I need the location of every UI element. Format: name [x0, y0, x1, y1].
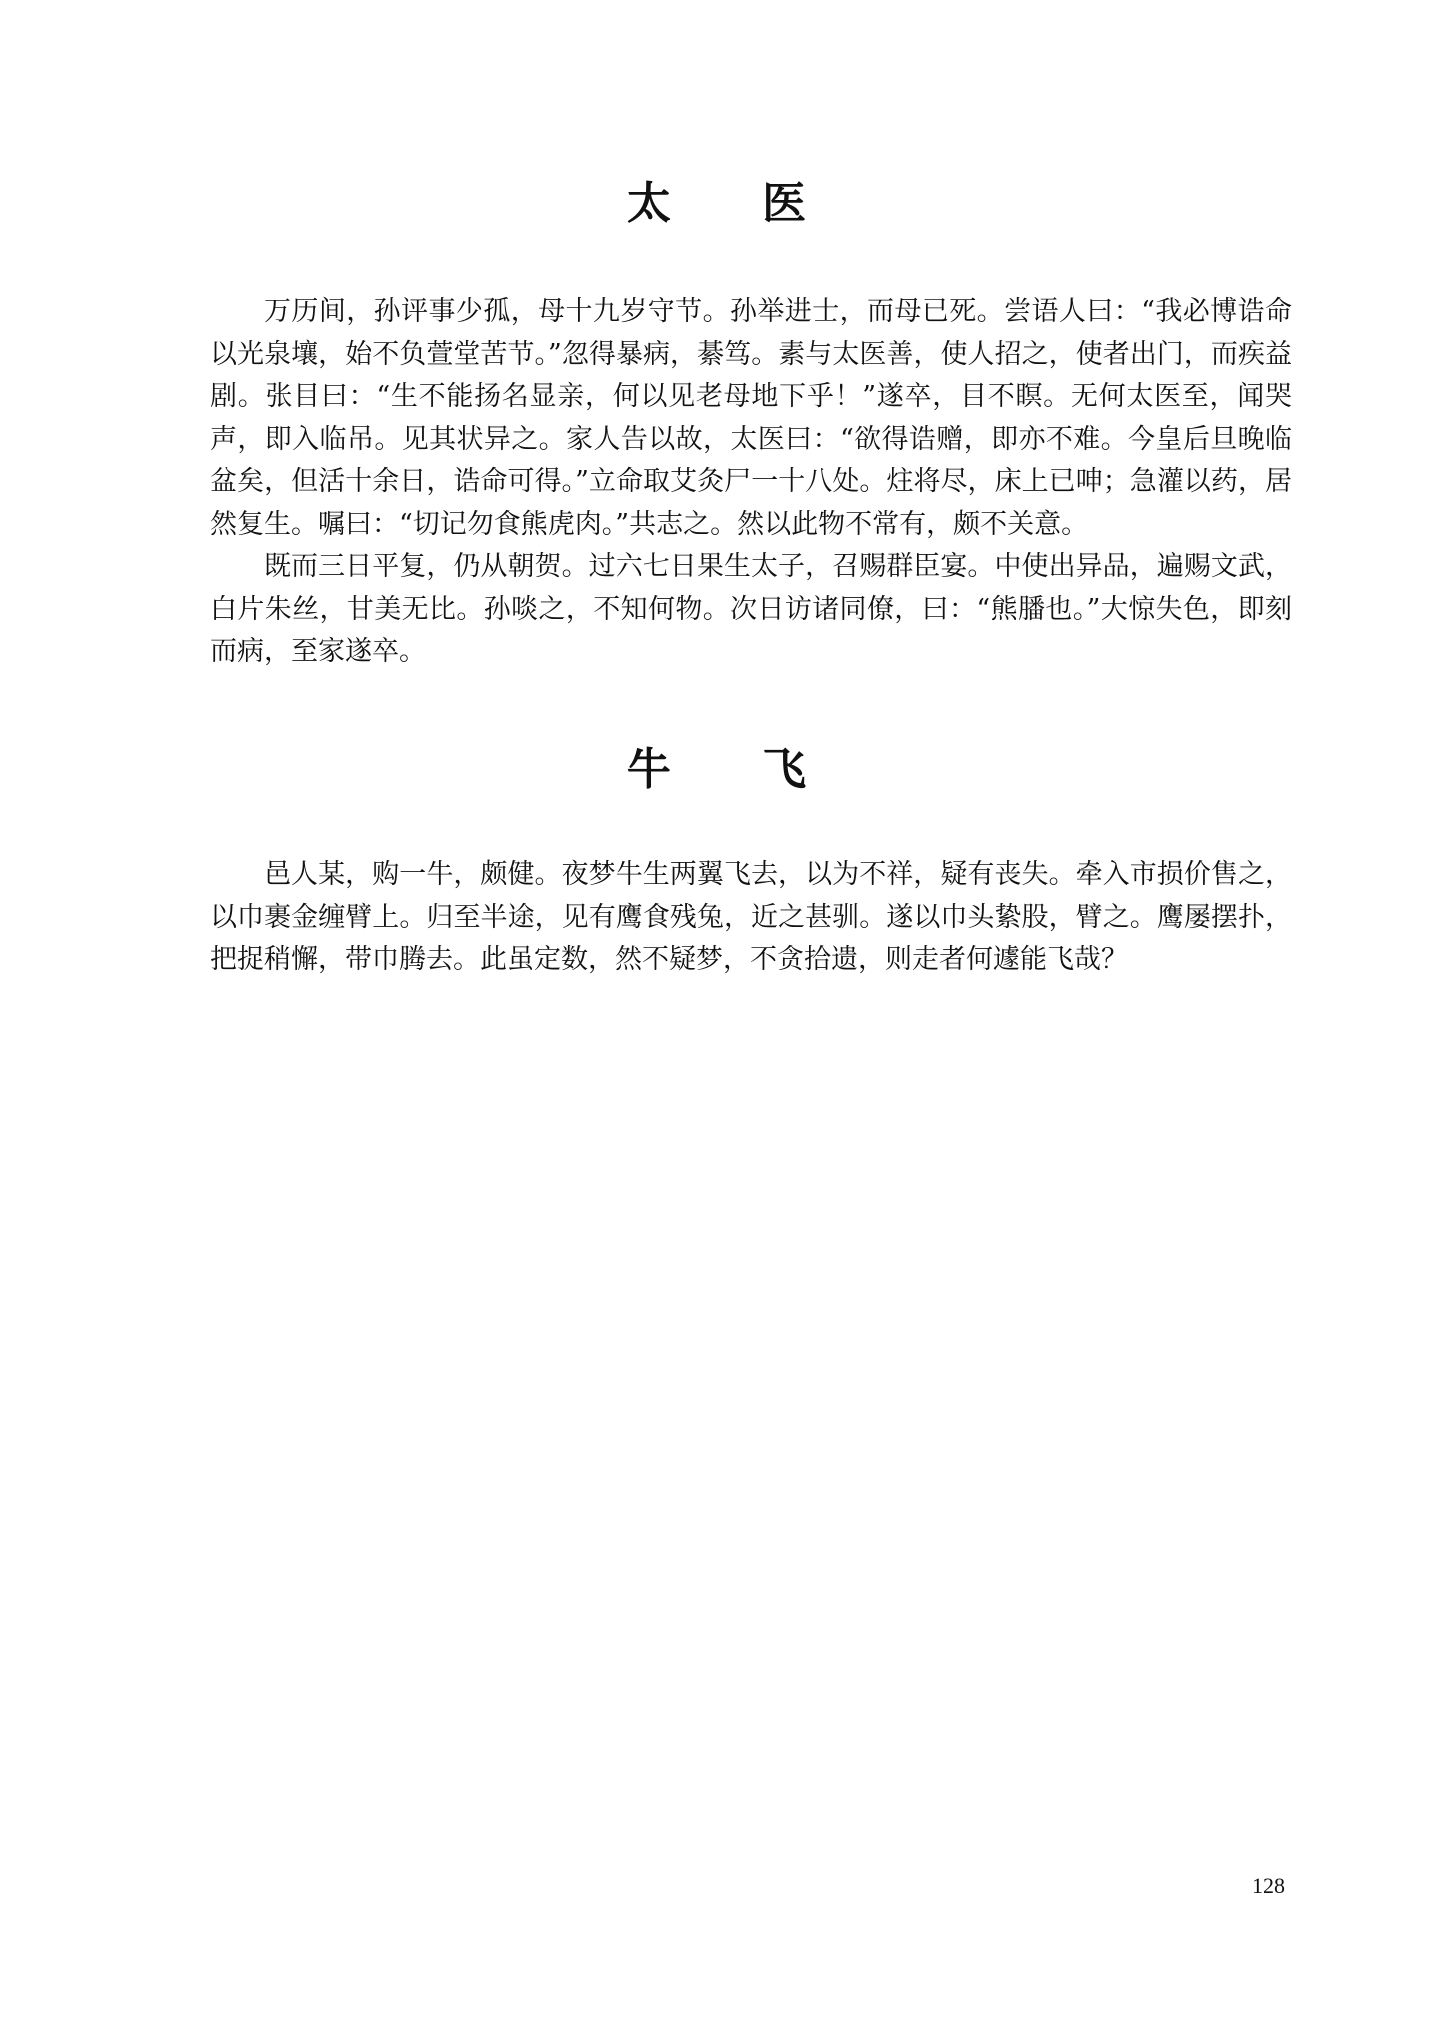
page-number: 128	[1252, 1873, 1285, 1898]
section-title-taiyi: 太 医	[626, 178, 845, 229]
section-body-taiyi	[210, 291, 1292, 674]
paragraph: 万历间，孙评事少孤，母十九岁守节。孙举进士，而母已死。尝语人曰：“我必博诰命以光泉壤，始不负萱堂苦节。”忽得暴病，綦笃。素与太医善，使人招之，使者出门，而疾益剧。张目曰：“生不能扬名显亲，何以见老母地下乎！”遂卒，目不瞑。无何太医至，闻哭声，即入临吊。见其状异之。家人告以故，太医曰：“欲得诰赠，即亦不难。今皇后旦晚临盆矣，但活十余日，诰命可得。”立命取艾灸尸一十八处。炷将尽，床上已呻；急灌以药，居然复生。嘱曰：“切记勿食熊虎肉。”共志之。然以此物不常有，颇不关意。	[210, 296, 1292, 540]
section-title-niufei: 牛 飞	[626, 744, 845, 795]
section-body-niufei	[210, 854, 1292, 982]
paragraph: 既而三日平复，仍从朝贺。过六七日果生太子，召赐群臣宴。中使出异品，遍赐文武，白片朱丝，甘美无比。孙啖之，不知何物。次日访诸同僚，曰：“熊膰也。”大惊失色，即刻而病，至家遂卒。	[210, 551, 1292, 667]
paragraph: 邑人某，购一牛，颇健。夜梦牛生两翼飞去，以为不祥，疑有丧失。牵入市损价售之，以巾裹金缠臂上。归至半途，见有鹰食残兔，近之甚驯。遂以巾头絷股，臂之。鹰屡摆扑，把捉稍懈，带巾腾去。此虽定数，然不疑梦，不贪拾遗，则走者何遽能飞哉？	[210, 859, 1292, 975]
